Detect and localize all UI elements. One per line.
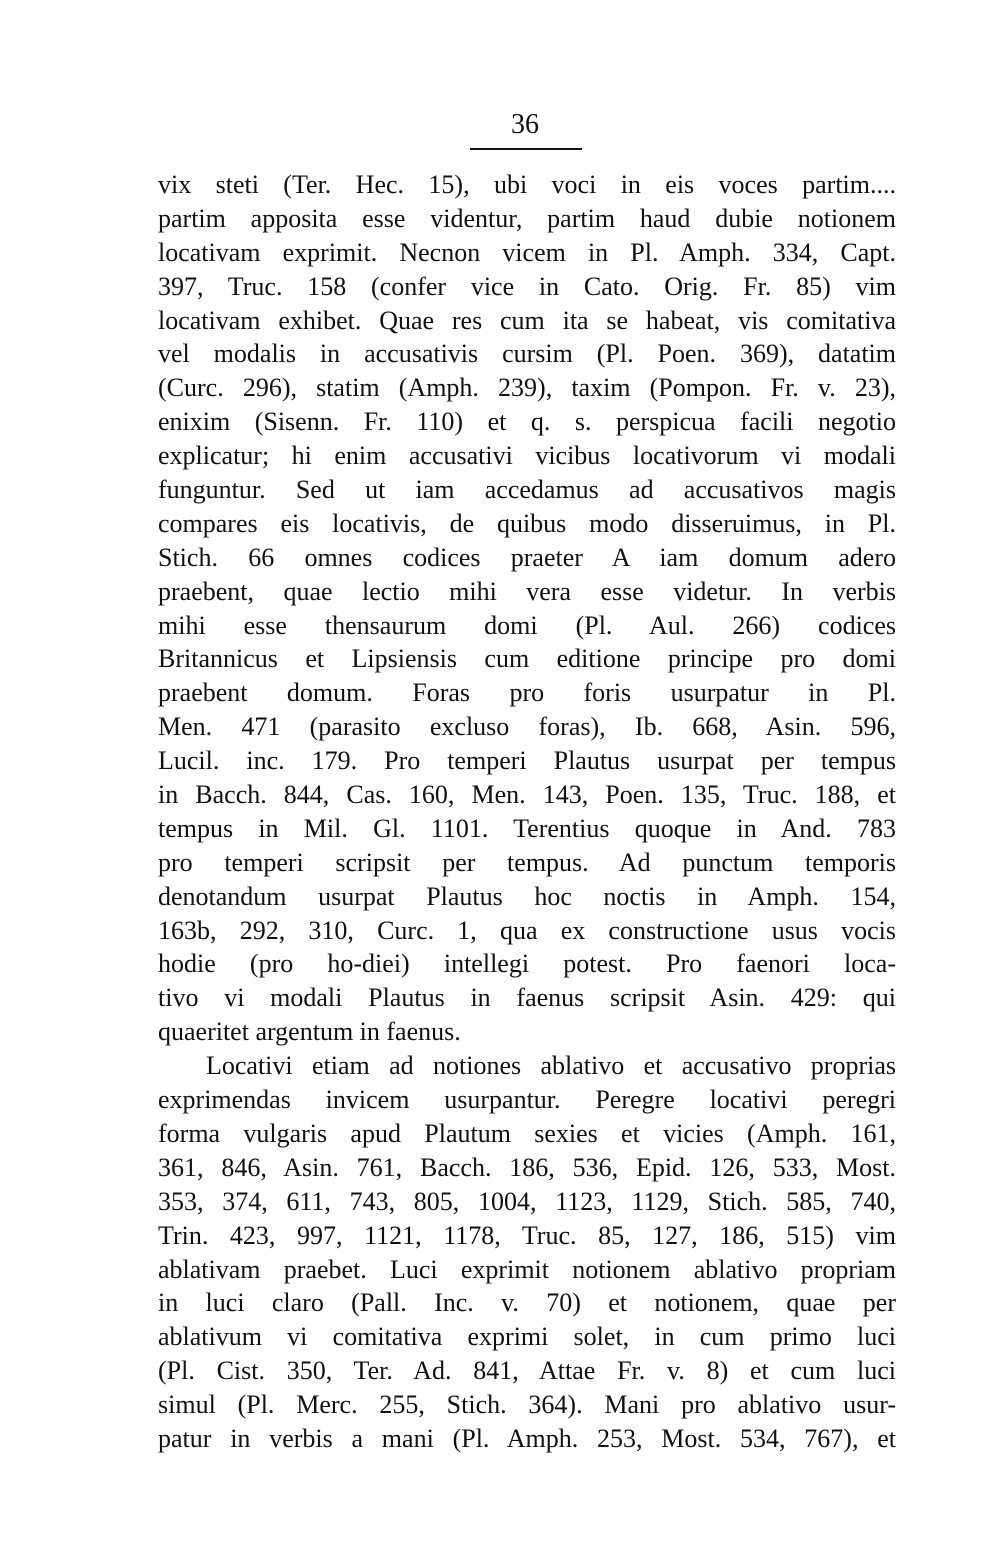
text-line: vel modalis in accusativis cursim (Pl. Poen. 369), datatim [158, 339, 896, 369]
text-line: praebent, quae lectio mihi vera esse videtur. In verbis [158, 576, 896, 606]
text-line: enixim (Sisenn. Fr. 110) et q. s. perspicua facili negotio [158, 407, 896, 437]
text-line: locativam exprimit. Necnon vicem in Pl. Amph. 334, Capt. [158, 237, 896, 267]
page-number-rule [470, 148, 582, 150]
text-line: locativam exhibet. Quae res cum ita se habeat, vis comitativa [158, 305, 896, 335]
text-line: hodie (pro ho-diei) intellegi potest. Pro faenori loca- [158, 949, 896, 979]
text-line: explicatur; hi enim accusativi vicibus locativorum vi modali [158, 441, 896, 471]
text-line: 163b, 292, 310, Curc. 1, qua ex constructione usus vocis [158, 915, 896, 945]
text-line: exprimendas invicem usurpantur. Peregre locativi peregri [158, 1085, 896, 1115]
text-line: ablativam praebet. Luci exprimit notionem ablativo propriam [158, 1254, 896, 1284]
text-line: praebent domum. Foras pro foris usurpatur in Pl. [158, 678, 896, 708]
text-line: forma vulgaris apud Plautum sexies et vicies (Amph. 161, [158, 1118, 896, 1148]
page-number: 36 [511, 109, 539, 140]
text-line: patur in verbis a mani (Pl. Amph. 253, Most. 534, 767), et [158, 1423, 896, 1453]
paragraph-last-line: quaeritet argentum in faenus. [158, 1017, 461, 1047]
text-line: 397, Truc. 158 (confer vice in Cato. Orig. Fr. 85) vim [158, 271, 896, 301]
text-line: denotandum usurpat Plautus hoc noctis in Amph. 154, [158, 881, 896, 911]
text-line: vix steti (Ter. Hec. 15), ubi voci in eis voces partim.... [158, 170, 896, 199]
text-line: ablativum vi comitativa exprimi solet, in cum primo luci [158, 1322, 896, 1352]
text-line: tempus in Mil. Gl. 1101. Terentius quoque in And. 783 [158, 813, 896, 843]
text-line: Britannicus et Lipsiensis cum editione principe pro domi [158, 644, 896, 674]
text-line: Lucil. inc. 179. Pro temperi Plautus usurpat per tempus [158, 746, 896, 776]
text-line: 353, 374, 611, 743, 805, 1004, 1123, 1129, Stich. 585, 740, [158, 1186, 896, 1216]
text-line: Stich. 66 omnes codices praeter A iam domum adero [158, 542, 896, 572]
text-line: in luci claro (Pall. Inc. v. 70) et notionem, quae per [158, 1288, 896, 1318]
text-line: pro temperi scripsit per tempus. Ad punctum temporis [158, 847, 896, 877]
text-line: (Curc. 296), statim (Amph. 239), taxim (Pompon. Fr. v. 23), [158, 373, 896, 403]
text-line: Men. 471 (parasito excluso foras), Ib. 668, Asin. 596, [158, 712, 896, 742]
text-line: in Bacch. 844, Cas. 160, Men. 143, Poen. 135, Truc. 188, et [158, 780, 896, 810]
text-line: mihi esse thensaurum domi (Pl. Aul. 266) codices [158, 610, 896, 640]
text-line: 361, 846, Asin. 761, Bacch. 186, 536, Epid. 126, 533, Most. [158, 1152, 896, 1182]
text-line: Trin. 423, 997, 1121, 1178, Truc. 85, 127, 186, 515) vim [158, 1220, 896, 1250]
text-line: funguntur. Sed ut iam accedamus ad accusativos magis [158, 475, 896, 505]
text-line: tivo vi modali Plautus in faenus scripsit Asin. 429: qui [158, 983, 896, 1013]
text-line: (Pl. Cist. 350, Ter. Ad. 841, Attae Fr. v. 8) et cum luci [158, 1356, 896, 1386]
text-line: simul (Pl. Merc. 255, Stich. 364). Mani pro ablativo usur- [158, 1390, 896, 1420]
text-line: partim apposita esse videntur, partim haud dubie notionem [158, 203, 896, 233]
text-line: compares eis locativis, de quibus modo disseruimus, in Pl. [158, 508, 896, 538]
body-text [158, 168, 896, 1456]
paragraph-first-line: Locativi etiam ad notiones ablativo et accusativo proprias [206, 1051, 896, 1081]
